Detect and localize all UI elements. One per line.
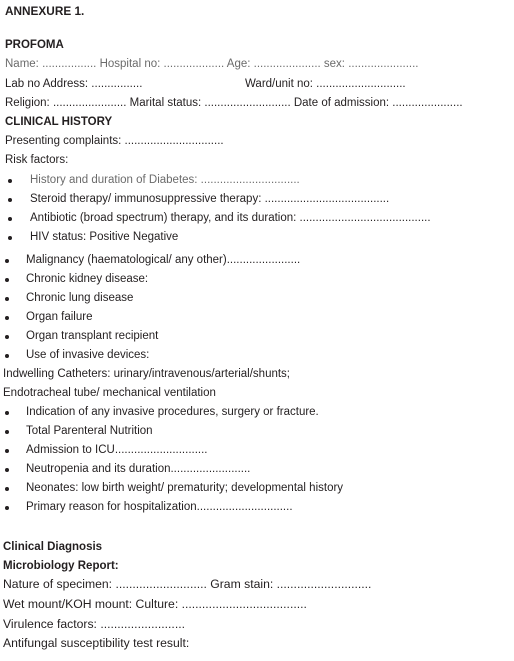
list-item-transplant: Organ transplant recipient xyxy=(26,330,159,342)
list-item-neonates: Neonates: low birth weight/ prematurity; developmental history xyxy=(26,482,344,494)
bullet-icon xyxy=(5,297,9,301)
proforma-religion-line: Religion: ....................... Marital status: ........................... Date of admission: ...................... xyxy=(5,97,463,109)
list-item-parenteral: Total Parenteral Nutrition xyxy=(26,425,153,437)
indwelling-catheters-line: Indwelling Catheters: urinary/intravenous/arterial/shunts; xyxy=(3,368,291,380)
bullet-icon xyxy=(5,468,9,472)
bullet-icon xyxy=(5,430,9,434)
specimen-gram-line: Nature of specimen: ........................... Gram stain: ............................ xyxy=(3,577,372,591)
bullet-icon xyxy=(5,411,9,415)
list-item-diabetes: History and duration of Diabetes: ............................... xyxy=(30,174,300,186)
bullet-icon xyxy=(5,259,9,263)
bullet-icon xyxy=(5,449,9,453)
list-item-antibiotic: Antibiotic (broad spectrum) therapy, and its duration: ......................................... xyxy=(30,212,431,224)
annexure-title: ANNEXURE 1. xyxy=(5,4,85,18)
endotracheal-line: Endotracheal tube/ mechanical ventilation xyxy=(3,387,216,399)
list-item-invasive-devices: Use of invasive devices: xyxy=(26,349,150,361)
microbiology-heading: Microbiology Report: xyxy=(3,560,119,572)
wet-mount-line: Wet mount/KOH mount: Culture: ..................................... xyxy=(3,597,307,611)
bullet-icon xyxy=(8,236,12,240)
clinical-diagnosis-heading: Clinical Diagnosis xyxy=(3,541,103,553)
bullet-icon xyxy=(8,179,12,183)
proforma-ward-line: Ward/unit no: ............................ xyxy=(245,78,406,90)
list-item-organ-failure: Organ failure xyxy=(26,311,93,323)
list-item-invasive-procedures: Indication of any invasive procedures, surgery or fracture. xyxy=(26,406,319,418)
bullet-icon xyxy=(8,217,12,221)
bullet-icon xyxy=(5,487,9,491)
list-item-malignancy: Malignancy (haematological/ any other)....................... xyxy=(26,254,301,266)
bullet-icon xyxy=(5,354,9,358)
proforma-lab-line-left: Lab no Address: ................ xyxy=(5,78,143,90)
list-item-lung: Chronic lung disease xyxy=(26,292,134,304)
list-item-icu: Admission to ICU............................. xyxy=(26,444,208,456)
list-item-steroid: Steroid therapy/ immunosuppressive therapy: ....................................... xyxy=(30,193,390,205)
bullet-icon xyxy=(5,316,9,320)
list-item-kidney: Chronic kidney disease: xyxy=(26,273,149,285)
list-item-hiv: HIV status: Positive Negative xyxy=(30,231,179,243)
bullet-icon xyxy=(8,198,12,202)
proforma-heading: PROFOMA xyxy=(5,39,64,51)
bullet-icon xyxy=(5,278,9,282)
clinical-history-heading: CLINICAL HISTORY xyxy=(5,116,113,128)
bullet-icon xyxy=(5,335,9,339)
antifungal-line: Antifungal susceptibility test result: xyxy=(3,636,190,650)
risk-factors-label: Risk factors: xyxy=(5,154,69,166)
virulence-line: Virulence factors: ......................... xyxy=(3,617,185,631)
list-item-hospitalization: Primary reason for hospitalization.............................. xyxy=(26,501,293,513)
presenting-complaints-line: Presenting complaints: ............................... xyxy=(5,135,224,147)
bullet-icon xyxy=(5,506,9,510)
proforma-name-line: Name: ................. Hospital no: ................... Age: ..................... sex: ...................... xyxy=(5,58,419,70)
list-item-neutropenia: Neutropenia and its duration......................... xyxy=(26,463,251,475)
